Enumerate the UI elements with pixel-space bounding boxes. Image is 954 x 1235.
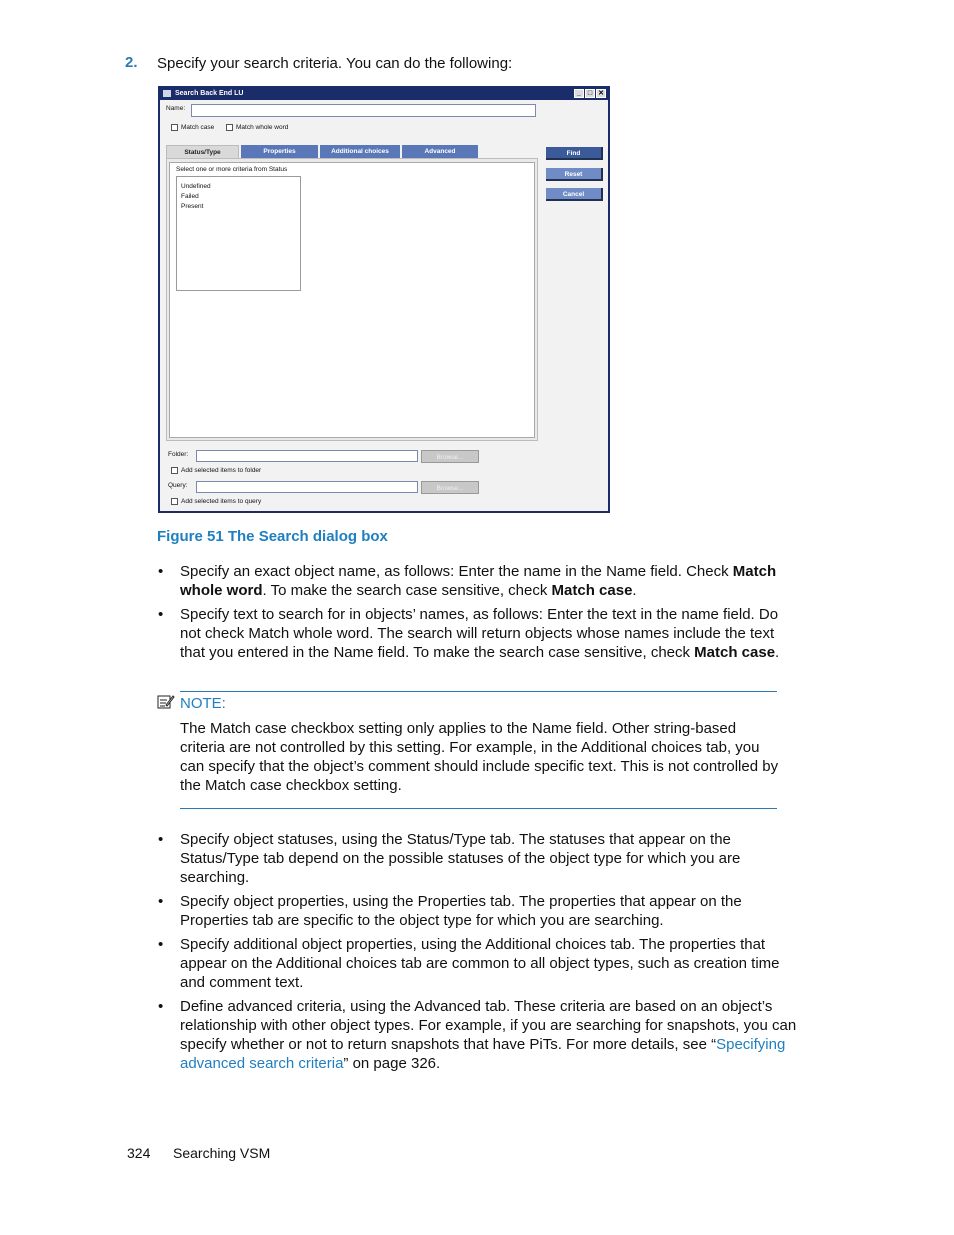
browse-query-button[interactable]: Browse...	[421, 481, 479, 494]
maximize-icon[interactable]: □	[585, 89, 595, 98]
find-button[interactable]: Find	[546, 147, 603, 160]
name-input[interactable]	[191, 104, 536, 117]
tab-additional-choices[interactable]: Additional choices	[320, 145, 400, 158]
status-prompt: Select one or more criteria from Status	[176, 166, 288, 173]
dialog-titlebar	[160, 88, 608, 100]
bullet-text: Specify an exact object name, as follows: Enter the name in the Name field. Check	[180, 563, 733, 580]
list-item[interactable]: Failed	[181, 193, 199, 200]
bullet-text: .	[632, 582, 637, 599]
match-whole-word-checkbox[interactable]	[226, 124, 233, 131]
list-item: • Specify additional object properties, using the Additional choices tab. The properties that appear on the Additional choices tab are common to all object types, such as creation time and comment text.	[157, 935, 807, 992]
query-input[interactable]	[196, 481, 418, 493]
list-item[interactable]: Present	[181, 203, 204, 210]
match-case-label: Match case	[181, 124, 215, 131]
match-whole-word-label: Match whole word	[236, 124, 289, 131]
add-to-query-checkbox[interactable]	[171, 498, 178, 505]
list-item	[157, 605, 787, 662]
bullet-text: .	[775, 644, 780, 661]
note-rule-bottom	[180, 808, 777, 809]
bullet-list-b	[157, 830, 807, 1078]
page-number: 324	[127, 1145, 151, 1161]
list-item[interactable]: Undefined	[181, 183, 211, 190]
tab-panel	[166, 158, 538, 441]
query-label: Query:	[168, 482, 188, 489]
app-icon	[163, 90, 171, 97]
step-text: Specify your search criteria. You can do the following:	[157, 55, 513, 72]
list-item	[157, 997, 807, 1073]
tab-properties[interactable]: Properties	[241, 145, 318, 158]
bold-term: Match whole word	[180, 563, 777, 599]
footer-section: Searching VSM	[173, 1145, 271, 1161]
folder-label: Folder:	[168, 451, 189, 458]
list-item: • Specify object properties, using the Properties tab. The properties that appear on the Properties tab are specific to the object type for which you are searching.	[157, 892, 807, 930]
match-case-checkbox[interactable]	[171, 124, 178, 131]
browse-folder-button[interactable]: Browse...	[421, 450, 479, 463]
bullet-list-a	[157, 562, 787, 667]
cancel-button[interactable]: Cancel	[546, 188, 603, 201]
bullet-text: . To make the search case sensitive, check	[262, 582, 552, 599]
add-to-folder-label: Add selected items to folder	[181, 467, 262, 474]
list-item	[157, 562, 787, 600]
note-text: The Match case checkbox setting only applies to the Name field. Other string-based criteria are not controlled by this setting. For example, in the Additional choices tab, you can specify that the object’s comment should include specific text. This is not controlled by the Match case checkbox setting.	[180, 720, 779, 794]
close-icon[interactable]: ✕	[596, 89, 606, 98]
add-to-query-label: Add selected items to query	[181, 498, 262, 505]
step-number: 2.	[125, 54, 138, 71]
bullet-text: Define advanced criteria, using the Advanced tab. These criteria are based on an object’s relationship with other object types. For example, if you are searching for snapshots, you can specify whether or not to return snapshots that have PiTs. For more details, see “	[180, 998, 797, 1053]
figure-caption: Figure 51 The Search dialog box	[157, 528, 388, 545]
minimize-icon[interactable]: _	[574, 89, 584, 98]
reset-button[interactable]: Reset	[546, 168, 603, 181]
tab-status-type[interactable]: Status/Type	[166, 145, 239, 158]
search-dialog	[158, 86, 610, 513]
folder-input[interactable]	[196, 450, 418, 462]
cross-reference-link[interactable]: Specifying advanced search criteria	[180, 1036, 786, 1072]
bullet-text: ” on page 326.	[343, 1055, 441, 1072]
list-item: • Specify object statuses, using the Status/Type tab. The statuses that appear on the Status/Type tab depend on the possible statuses of the object type for which you are searching.	[157, 830, 807, 887]
add-to-folder-checkbox[interactable]	[171, 467, 178, 474]
note-icon	[157, 694, 175, 710]
note-label: NOTE:	[180, 695, 226, 712]
note-rule-top	[180, 691, 777, 692]
status-panel	[169, 162, 535, 438]
tab-advanced[interactable]: Advanced	[402, 145, 478, 158]
bold-term: Match case	[694, 644, 776, 661]
bullet-text: Specify text to search for in objects’ names, as follows: Enter the text in the name field. Do not check Match whole word. The search will return objects whose names include the text that you entered in the Name field. To make the search case sensitive, check	[180, 606, 779, 661]
status-list[interactable]	[176, 176, 301, 291]
name-label: Name:	[166, 105, 186, 112]
dialog-title: Search Back End LU	[175, 90, 244, 97]
bold-term: Match case	[551, 582, 633, 599]
